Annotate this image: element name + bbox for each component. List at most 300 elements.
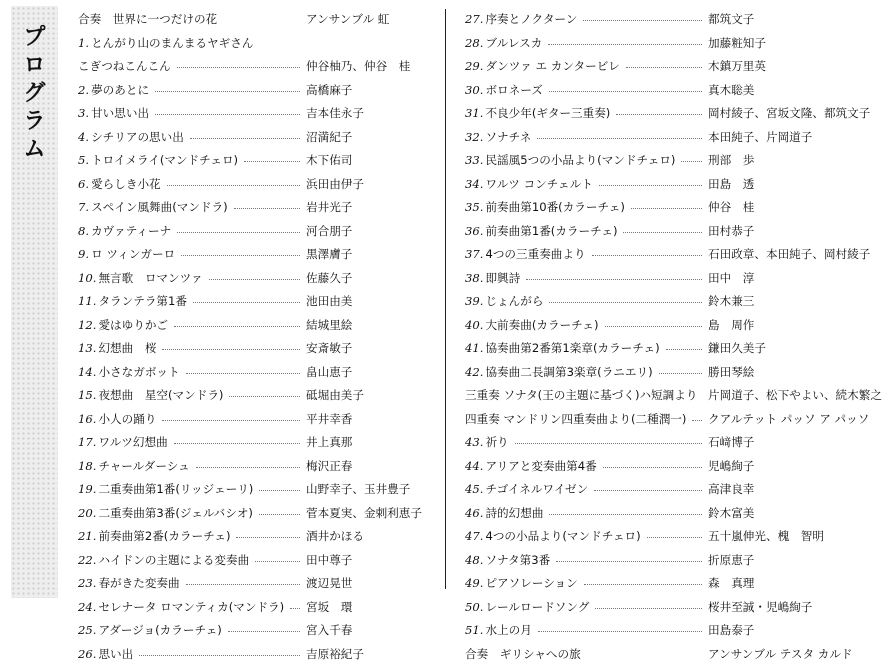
program-item	[78, 290, 428, 314]
piece-title	[465, 79, 543, 103]
piece-title-text: じょんがら	[485, 294, 543, 308]
program-item	[78, 619, 428, 643]
program-item	[465, 431, 888, 455]
program-item	[78, 220, 428, 244]
dot-leader	[228, 631, 300, 632]
program-item	[465, 572, 888, 596]
program-item	[465, 643, 888, 666]
performer-name: 宮入千春	[306, 619, 352, 643]
performer-name: クアルテット パッソ ア パッソ	[708, 408, 869, 432]
piece-title	[78, 361, 180, 385]
piece-number: 34.	[465, 177, 483, 191]
piece-title	[465, 549, 550, 573]
performer-name: 平井幸香	[306, 408, 352, 432]
program-item	[465, 196, 888, 220]
performer-name: 児嶋絢子	[708, 455, 754, 479]
piece-title-text: 協奏曲二長調第3楽章(ラニエリ)	[485, 365, 652, 379]
piece-number: 39.	[465, 294, 483, 308]
piece-title-text: ロ ツィンガーロ	[91, 247, 175, 261]
dot-leader	[229, 396, 300, 397]
performer-name: 安斎敏子	[306, 337, 352, 361]
piece-number: 50.	[465, 600, 483, 614]
performer-name: 島 周作	[708, 314, 754, 338]
piece-title-text: 小人の踊り	[98, 412, 156, 426]
performer-name: 鈴木富美	[708, 502, 754, 526]
program-item	[465, 596, 888, 620]
program-item	[78, 149, 428, 173]
piece-title-text: レールロードソング	[485, 600, 589, 614]
program-item	[465, 173, 888, 197]
piece-title-text: 前奏曲第1番(カラーチェ)	[485, 224, 617, 238]
piece-title	[465, 408, 686, 432]
dot-leader	[623, 232, 702, 233]
program-item	[465, 149, 888, 173]
performer-name: 菅本夏実、金剌利恵子	[306, 502, 422, 526]
piece-title	[465, 196, 625, 220]
performer-name: 結城里絵	[306, 314, 352, 338]
piece-number: 17.	[78, 435, 96, 449]
program-item	[465, 455, 888, 479]
program-item	[465, 79, 888, 103]
piece-number: 45.	[465, 482, 483, 496]
piece-title-text: 即興詩	[485, 271, 520, 285]
performer-name: 折原恵子	[708, 549, 754, 573]
program-item	[465, 55, 888, 79]
piece-number: 27.	[465, 12, 483, 26]
program-item	[78, 572, 428, 596]
program-heading: プログラム	[21, 24, 49, 164]
dot-leader	[174, 326, 300, 327]
piece-number: 22.	[78, 553, 96, 567]
piece-number: 13.	[78, 341, 96, 355]
piece-title-text: タランテラ第1番	[98, 294, 187, 308]
program-item	[465, 32, 888, 56]
piece-title-text: ブルレスカ	[485, 36, 542, 50]
piece-number: 10.	[78, 271, 96, 285]
dot-leader	[162, 420, 300, 421]
piece-title	[465, 643, 581, 666]
piece-title-text: 協奏曲第2番第1楽章(カラーチェ)	[485, 341, 659, 355]
column-divider	[445, 9, 446, 589]
program-item	[78, 361, 428, 385]
program-item	[78, 267, 428, 291]
dot-leader	[584, 584, 702, 585]
dot-leader	[515, 443, 702, 444]
performer-name: 鈴木兼三	[708, 290, 754, 314]
piece-number: 25.	[78, 623, 96, 637]
performer-name: 高橋麻子	[306, 79, 352, 103]
piece-title	[465, 478, 588, 502]
performer-name: 梅沢正春	[306, 455, 352, 479]
dot-leader	[155, 114, 300, 115]
performer-name: 五十嵐伸光、槐 智明	[708, 525, 824, 549]
performer-name: 鎌田久美子	[708, 337, 766, 361]
program-item	[78, 408, 428, 432]
performer-name: 渡辺晃世	[306, 572, 352, 596]
program-item	[465, 361, 888, 385]
piece-title	[78, 502, 253, 526]
piece-title-text: ダンツァ エ カンタービレ	[485, 59, 619, 73]
piece-number: 30.	[465, 83, 483, 97]
piece-number: 8.	[78, 224, 89, 238]
program-item	[465, 243, 888, 267]
piece-title-text: 前奏曲第10番(カラーチェ)	[485, 200, 624, 214]
dot-leader	[162, 349, 300, 350]
dot-leader	[666, 349, 702, 350]
program-item	[78, 455, 428, 479]
piece-title-text: 思い出	[98, 647, 133, 661]
piece-title-text: 夜想曲 星空(マンドラ)	[98, 388, 223, 402]
program-item	[78, 549, 428, 573]
piece-title	[78, 79, 149, 103]
program-item	[465, 314, 888, 338]
performer-name: 黒澤膚子	[306, 243, 352, 267]
piece-title-text: ソナチネ	[485, 130, 531, 144]
piece-number: 41.	[465, 341, 483, 355]
performer-name: 砥堀由美子	[306, 384, 364, 408]
piece-number: 23.	[78, 576, 96, 590]
performer-name: 田中 淳	[708, 267, 754, 291]
piece-number: 16.	[78, 412, 96, 426]
piece-title-text: 合奏 世界に一つだけの花	[78, 12, 217, 26]
performer-name: 岡村綾子、宮坂文隆、都筑文子	[708, 102, 870, 126]
piece-title	[465, 149, 675, 173]
program-item	[78, 243, 428, 267]
program-item	[78, 55, 428, 79]
program-item	[78, 8, 428, 32]
program-item	[465, 549, 888, 573]
piece-title-text: アリアと変奏曲第4番	[485, 459, 596, 473]
performer-name: 刑部 歩	[708, 149, 754, 173]
piece-number: 5.	[78, 153, 89, 167]
program-item	[78, 596, 428, 620]
piece-number: 18.	[78, 459, 96, 473]
piece-number: 42.	[465, 365, 483, 379]
performer-name: 片岡道子、松下やよい、続木繁之	[708, 384, 882, 408]
performer-name: 木下佑司	[306, 149, 352, 173]
dot-leader	[196, 467, 300, 468]
piece-title	[78, 455, 190, 479]
performer-name: アンサンブル 虹	[306, 8, 389, 32]
dot-leader	[592, 255, 702, 256]
dot-leader	[616, 114, 702, 115]
dot-leader	[692, 420, 702, 421]
program-item	[78, 502, 428, 526]
piece-number: 38.	[465, 271, 483, 285]
piece-title	[78, 619, 222, 643]
dot-leader	[631, 208, 702, 209]
performer-name: 勝田琴絵	[708, 361, 754, 385]
piece-title-text: 小さなガボット	[98, 365, 179, 379]
program-column-left	[78, 8, 428, 666]
dot-leader	[537, 138, 702, 139]
piece-title-text: ソナタ第3番	[485, 553, 550, 567]
program-item	[465, 384, 888, 408]
piece-title-text: とんがり山のまんまるヤギさん	[91, 36, 253, 50]
performer-name: 井上真那	[306, 431, 352, 455]
program-item	[78, 384, 428, 408]
piece-title	[465, 455, 597, 479]
performer-name: 浜田由伊子	[306, 173, 364, 197]
dot-leader	[595, 608, 702, 609]
dot-leader	[603, 467, 702, 468]
piece-title-text: ピアソレーション	[485, 576, 577, 590]
piece-number: 46.	[465, 506, 483, 520]
piece-title	[78, 102, 149, 126]
program-item	[465, 220, 888, 244]
dot-leader	[290, 608, 300, 609]
piece-title-text: チャールダーシュ	[98, 459, 189, 473]
performer-name: 佐藤久子	[306, 267, 352, 291]
piece-title	[465, 502, 543, 526]
performer-name: 田島 透	[708, 173, 754, 197]
piece-title	[465, 431, 509, 455]
program-column-right	[465, 8, 888, 666]
piece-title	[78, 196, 228, 220]
program-item	[78, 314, 428, 338]
piece-number: 32.	[465, 130, 483, 144]
program-item	[78, 196, 428, 220]
dot-leader	[234, 208, 300, 209]
piece-title	[78, 643, 133, 666]
program-item	[465, 478, 888, 502]
performer-name: 桜井至誠・児嶋絢子	[708, 596, 812, 620]
dot-leader	[647, 537, 702, 538]
program-item	[465, 502, 888, 526]
performer-name: アンサンブル テスタ カルド	[708, 643, 853, 666]
dot-leader	[526, 279, 702, 280]
dot-leader	[236, 537, 300, 538]
piece-number: 33.	[465, 153, 483, 167]
dot-leader	[549, 514, 702, 515]
piece-title-text: ボロネーズ	[485, 83, 542, 97]
dot-leader	[594, 490, 702, 491]
piece-number: 35.	[465, 200, 483, 214]
performer-name: 酒井かほる	[306, 525, 364, 549]
dot-leader	[193, 302, 300, 303]
piece-title-text: 春がきた変奏曲	[98, 576, 179, 590]
piece-title	[465, 173, 593, 197]
piece-title-text: 幻想曲 桜	[98, 341, 156, 355]
program-item	[78, 79, 428, 103]
piece-title-text: 二重奏曲第1番(リッジェーリ)	[98, 482, 253, 496]
piece-title-text: 夢のあとに	[91, 83, 149, 97]
performer-name: 宮坂 環	[306, 596, 352, 620]
piece-number: 15.	[78, 388, 96, 402]
performer-name: 加藤粧知子	[708, 32, 766, 56]
performer-name: 高津良幸	[708, 478, 754, 502]
piece-title-text: トロイメライ(マンドチェロ)	[91, 153, 238, 167]
dot-leader	[209, 279, 300, 280]
performer-name: 吉本佳永子	[306, 102, 364, 126]
dot-leader	[255, 561, 300, 562]
piece-title-text: スペイン風舞曲(マンドラ)	[91, 200, 228, 214]
dot-leader	[190, 138, 300, 139]
piece-title	[78, 173, 161, 197]
performer-name: 石田政章、本田純子、岡村綾子	[708, 243, 870, 267]
dot-leader	[583, 20, 702, 21]
piece-title-text: 甘い思い出	[91, 106, 149, 120]
piece-title-text: 不良少年(ギター三重奏)	[485, 106, 610, 120]
piece-number: 48.	[465, 553, 483, 567]
dot-leader	[186, 584, 300, 585]
piece-title-text: カヴァティーナ	[91, 224, 171, 238]
piece-title-text: 四重奏 マンドリン四重奏曲より(二種潤一)	[465, 412, 686, 426]
piece-title-text: セレナータ ロマンティカ(マンドラ)	[98, 600, 284, 614]
piece-number: 43.	[465, 435, 483, 449]
dot-leader	[556, 561, 702, 562]
piece-title-text: アダージョ(カラーチェ)	[98, 623, 221, 637]
piece-title	[78, 337, 156, 361]
performer-name: 岩井光子	[306, 196, 352, 220]
dot-leader	[605, 326, 703, 327]
program-item	[78, 32, 428, 56]
piece-title-text: ワルツ幻想曲	[98, 435, 167, 449]
piece-title	[465, 126, 531, 150]
program-item	[78, 337, 428, 361]
piece-title-text: 民謡風5つの小品より(マンドチェロ)	[485, 153, 675, 167]
piece-title	[78, 572, 180, 596]
performer-name: 池田由美	[306, 290, 352, 314]
piece-number: 6.	[78, 177, 89, 191]
piece-title	[78, 126, 184, 150]
piece-title-text: シチリアの思い出	[91, 130, 184, 144]
piece-title-text: こぎつねこんこん	[78, 59, 171, 73]
piece-title-text: 4つの小品より(マンドチェロ)	[485, 529, 640, 543]
piece-title-text: 序奏とノクターン	[485, 12, 577, 26]
program-item	[465, 619, 888, 643]
piece-title	[465, 572, 578, 596]
piece-title	[78, 431, 168, 455]
piece-title-text: 前奏曲第2番(カラーチェ)	[98, 529, 230, 543]
piece-title-text: 合奏 ギリシャへの旅	[465, 647, 581, 661]
piece-number: 11.	[78, 294, 96, 308]
piece-title	[78, 220, 171, 244]
piece-title	[78, 384, 223, 408]
dot-leader	[181, 255, 300, 256]
piece-number: 4.	[78, 130, 89, 144]
dot-leader	[259, 490, 300, 491]
piece-title	[78, 549, 249, 573]
piece-number: 36.	[465, 224, 483, 238]
piece-title-text: 祈り	[485, 435, 508, 449]
dot-leader	[681, 161, 702, 162]
piece-title	[465, 220, 617, 244]
piece-title	[465, 32, 542, 56]
piece-number: 26.	[78, 647, 96, 661]
piece-title-text: ハイドンの主題による変奏曲	[98, 553, 249, 567]
program-item	[465, 8, 888, 32]
piece-number: 49.	[465, 576, 483, 590]
piece-number: 31.	[465, 106, 483, 120]
dot-leader	[626, 67, 702, 68]
piece-title	[465, 267, 520, 291]
performer-name: 森 真理	[708, 572, 754, 596]
piece-number: 28.	[465, 36, 483, 50]
program-item	[465, 290, 888, 314]
dot-leader	[139, 655, 300, 656]
program-item	[78, 102, 428, 126]
piece-title	[78, 149, 238, 173]
piece-number: 37.	[465, 247, 483, 261]
piece-title	[78, 314, 168, 338]
piece-number: 3.	[78, 106, 89, 120]
program-item	[465, 337, 888, 361]
dot-leader	[186, 373, 300, 374]
piece-title-text: チゴイネルワイゼン	[485, 482, 588, 496]
piece-number: 1.	[78, 36, 89, 50]
piece-number: 20.	[78, 506, 96, 520]
piece-title-text: 三重奏 ソナタ(王の主題に基づく)ハ短調より	[465, 388, 697, 402]
dot-leader	[174, 443, 300, 444]
program-item	[78, 525, 428, 549]
piece-title-text: 詩的幻想曲	[485, 506, 543, 520]
performer-name: 田島泰子	[708, 619, 754, 643]
dot-leader	[549, 302, 702, 303]
piece-title	[78, 478, 253, 502]
performer-name: 沼満紀子	[306, 126, 352, 150]
piece-title	[78, 32, 253, 56]
piece-number: 19.	[78, 482, 96, 496]
performer-name: 山野幸子、玉井豊子	[306, 478, 410, 502]
piece-title	[465, 337, 660, 361]
performer-name: 田村恭子	[708, 220, 754, 244]
piece-number: 47.	[465, 529, 483, 543]
piece-title	[465, 8, 577, 32]
piece-title-text: 愛はゆりかご	[98, 318, 168, 332]
program-item	[78, 478, 428, 502]
piece-number: 44.	[465, 459, 483, 473]
piece-number: 14.	[78, 365, 96, 379]
program-item	[78, 126, 428, 150]
dot-leader	[548, 44, 702, 45]
performer-name: 仲谷 桂	[708, 196, 754, 220]
dot-leader	[167, 185, 300, 186]
program-item	[465, 126, 888, 150]
piece-title-text: 大前奏曲(カラーチェ)	[485, 318, 598, 332]
piece-title-text: 二重奏曲第3番(ジェルバシオ)	[98, 506, 253, 520]
piece-title	[78, 290, 187, 314]
piece-title	[78, 243, 175, 267]
program-item	[465, 525, 888, 549]
piece-title	[465, 619, 532, 643]
piece-title	[465, 384, 697, 408]
dot-leader	[259, 514, 300, 515]
performer-name: 都筑文子	[708, 8, 754, 32]
piece-number: 9.	[78, 247, 89, 261]
piece-title	[78, 55, 171, 79]
performer-name: 田中尊子	[306, 549, 352, 573]
dot-leader	[244, 161, 300, 162]
program-item	[465, 408, 888, 432]
performer-name: 木鎮万里英	[708, 55, 766, 79]
piece-title	[465, 361, 653, 385]
dot-leader	[177, 67, 300, 68]
dot-leader	[659, 373, 702, 374]
piece-number: 12.	[78, 318, 96, 332]
piece-title	[78, 596, 284, 620]
piece-title	[465, 314, 599, 338]
piece-title	[465, 243, 586, 267]
piece-title-text: 4つの三重奏曲より	[485, 247, 585, 261]
dot-leader	[538, 631, 702, 632]
program-item	[78, 643, 428, 666]
program-item	[465, 267, 888, 291]
dot-leader	[155, 91, 300, 92]
piece-title	[465, 102, 610, 126]
program-item	[78, 173, 428, 197]
performer-name: 仲谷柚乃、仲谷 桂	[306, 55, 410, 79]
